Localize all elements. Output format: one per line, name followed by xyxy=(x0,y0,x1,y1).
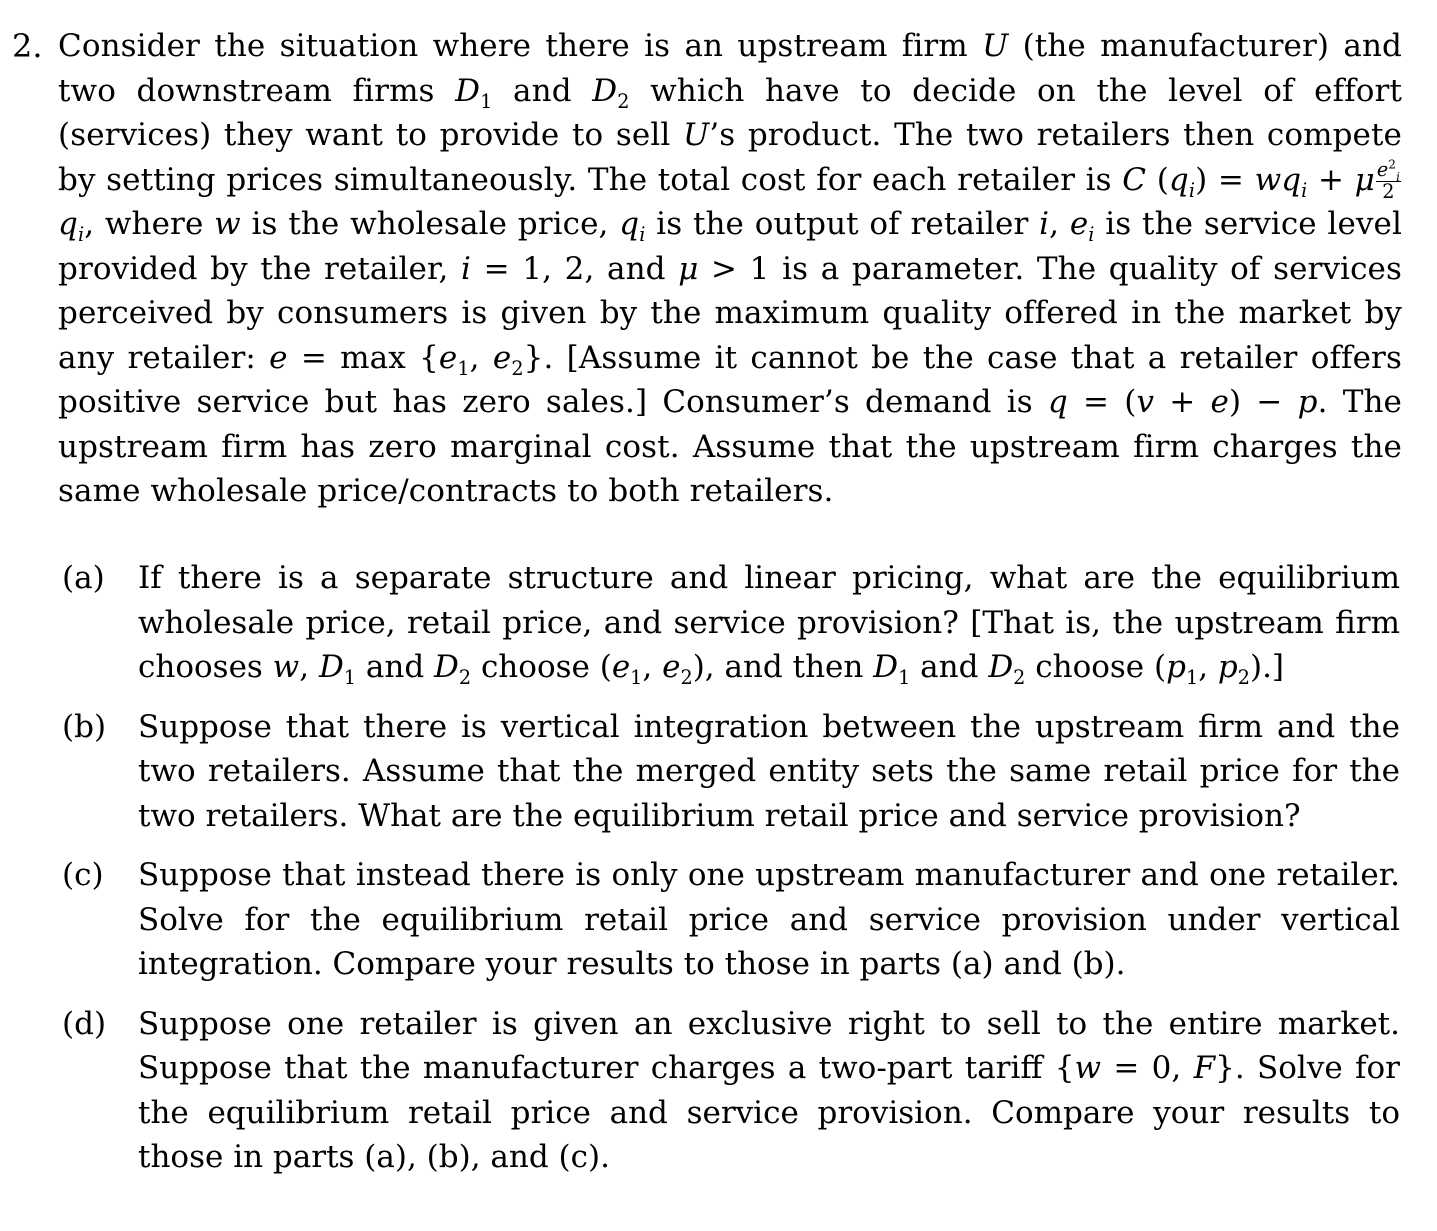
part-label: (c) xyxy=(62,857,104,893)
part-label: (d) xyxy=(62,1005,107,1042)
part-c: (c) Suppose that instead there is only one upstream manufacturer and one retailer. Solve for the equilibrium retail price and service provision under vertical integration. Compare your results to those in parts (a) and (b). xyxy=(62,853,1400,987)
problem-parts xyxy=(62,556,1400,1195)
part-b: (b) Suppose that there is vertical integration between the upstream firm and the two retailers. Assume that the merged entity sets the same retail price for the two retailers. What are the equilibrium retail price and service provision? xyxy=(62,705,1400,839)
part-label: (a) xyxy=(62,560,105,596)
part-label: (b) xyxy=(62,708,107,745)
problem-intro: Consider the situation where there is an upstream firm U (the manufacturer) and two downstream firms $D_1$ and $D_2$ which have to decide on the level of effort (services) they want to provide to sell U’s product. The two retailers then compete by setting prices simultaneously. The total cost for each retailer is C $(q_i) = wq_i + \mu$ $\frac{e^2_i}{2}$ $q_i$, where w is the wholesale price, $q_i$ is the output of retailer i, $e_i$ is the service level provided by the retailer, i = 1, 2, and μ > 1 is a parameter. The quality of services perceived by consumers is given by the maximum quality offered in the market by any retailer: $e = \max \{e_1$, $e_2$}. [Assume it cannot be the case that a retailer offers positive service but has zero sales.] Consumer’s demand is q = (v + e) − p. The upstream firm has zero marginal cost. Assume that the upstream firm charges the same wholesale price/contracts to both retailers. xyxy=(58,28,1403,509)
part-d: (d) Suppose one retailer is given an exclusive right to sell to the entire market. Suppose that the manufacturer charges a two-part tariff {w = 0, F}. Solve for the equilibrium retail price and service provision. Compare your results to those in parts (a), (b), and (c). xyxy=(62,1002,1400,1180)
problem-number: 2. xyxy=(12,27,43,65)
problem-2 xyxy=(12,24,1402,545)
cost-fraction: $\frac{e^2_i}{2}$ xyxy=(1376,157,1400,203)
part-a: (a) If there is a separate structure and linear pricing, what are the equilibrium wholesale price, retail price, and service provision? [That is, the upstream firm chooses w, $D_1$ and $D_2$ choose ($e_1$, $e_2$), and then $D_1$ and $D_2$ choose ($p_1$, $p_2$).] xyxy=(62,556,1400,690)
